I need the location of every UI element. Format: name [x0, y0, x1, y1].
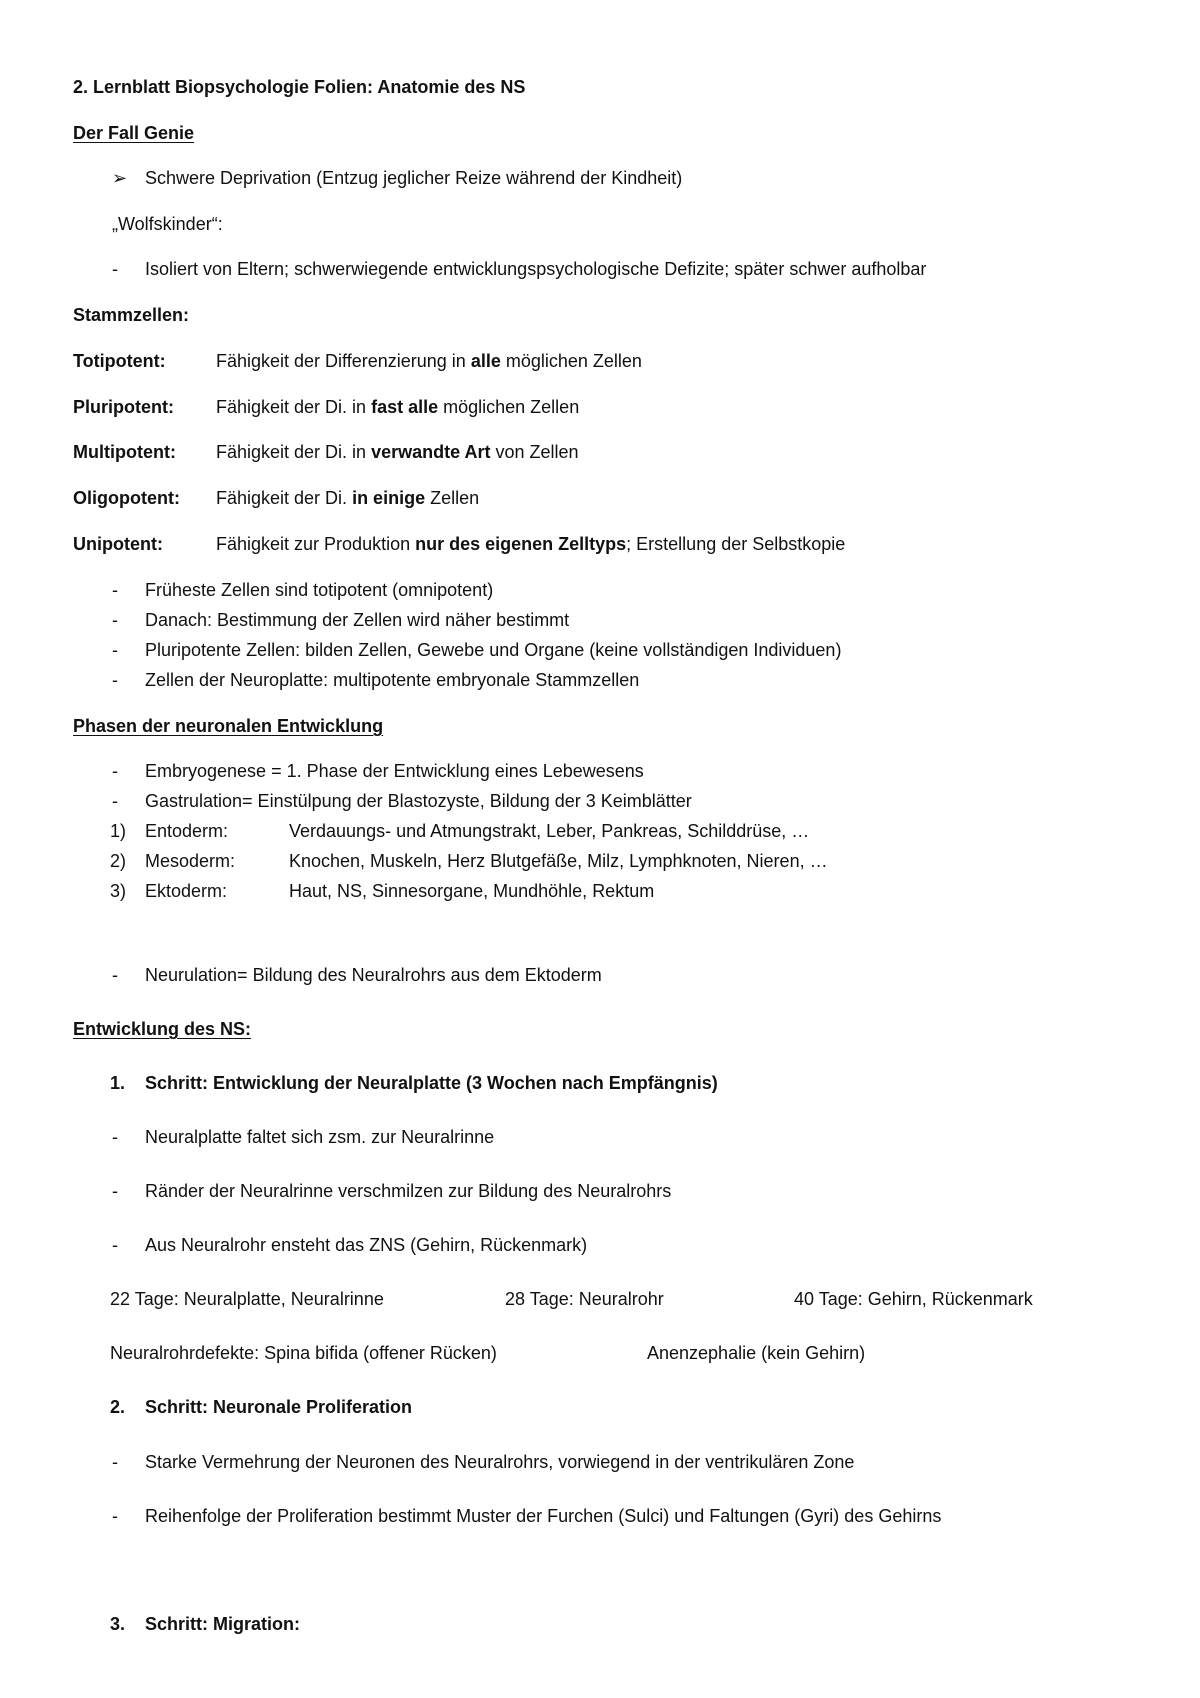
section-heading-phasen: Phasen der neuronalen Entwicklung: [73, 716, 384, 736]
dash-bullet: -: [112, 670, 118, 690]
keimblatt-number: 1): [110, 821, 127, 841]
section-heading-entwicklung: Entwicklung des NS:: [73, 1019, 252, 1039]
keimblatt-name: Ektoderm:: [145, 881, 228, 901]
dash-bullet: -: [112, 610, 118, 630]
term-label: Pluripotent:: [73, 397, 174, 417]
list-item: Reihenfolge der Proliferation bestimmt Muster der Furchen (Sulci) und Faltungen (Gyri) des Gehirns: [145, 1506, 942, 1526]
dash-bullet: -: [112, 640, 118, 660]
term-label: Unipotent:: [73, 534, 163, 554]
keimblatt-description: Knochen, Muskeln, Herz Blutgefäße, Milz, Lymphknoten, Nieren, …: [289, 851, 828, 871]
list-item: Embryogenese = 1. Phase der Entwicklung eines Lebewesens: [145, 761, 644, 781]
list-item: Gastrulation= Einstülpung der Blastozyste, Bildung der 3 Keimblätter: [145, 791, 692, 811]
keimblatt-number: 3): [110, 881, 127, 901]
arrow-bullet-icon: ➢: [112, 168, 128, 188]
list-item: Früheste Zellen sind totipotent (omnipotent): [145, 580, 494, 600]
timeline-day-28: 28 Tage: Neuralrohr: [505, 1289, 664, 1309]
term-label: Totipotent:: [73, 351, 166, 371]
definition-row-totipotent: [73, 350, 642, 372]
keimblatt-number: 2): [110, 851, 127, 871]
section-heading-fall-genie: Der Fall Genie: [73, 123, 195, 143]
definition-text: Fähigkeit der Di.: [216, 488, 353, 508]
wolfskinder-label: „Wolfskinder“:: [112, 214, 223, 234]
definition-row-multipotent: [73, 441, 579, 463]
definition-row-pluripotent: [73, 396, 579, 418]
dash-bullet: -: [112, 580, 118, 600]
definition-text: Fähigkeit der Di. in: [216, 397, 372, 417]
list-item: Ränder der Neuralrinne verschmilzen zur Bildung des Neuralrohrs: [145, 1181, 672, 1201]
definition-text: Fähigkeit zur Produktion: [216, 534, 416, 554]
keimblatt-name: Entoderm:: [145, 821, 229, 841]
dash-bullet: -: [112, 1506, 118, 1526]
definition-emphasis: alle: [470, 351, 501, 371]
anenzephalie-text: Anenzephalie (kein Gehirn): [647, 1343, 866, 1363]
step-title: Schritt: Migration:: [145, 1614, 300, 1634]
dash-bullet: -: [112, 761, 118, 781]
dash-bullet: -: [112, 1452, 118, 1472]
term-label: Multipotent:: [73, 442, 176, 462]
dash-bullet: -: [112, 1127, 118, 1147]
section-heading-stammzellen: Stammzellen:: [73, 305, 190, 325]
definition-emphasis: verwandte Art: [371, 442, 491, 462]
definition-emphasis: fast alle: [371, 397, 439, 417]
list-item: Neurulation= Bildung des Neuralrohrs aus dem Ektoderm: [145, 965, 602, 985]
dash-bullet: -: [112, 1181, 118, 1201]
list-item: Pluripotente Zellen: bilden Zellen, Gewebe und Organe (keine vollständigen Individuen): [145, 640, 842, 660]
definition-row-unipotent: [73, 533, 845, 555]
definition-text: von Zellen: [490, 442, 579, 462]
keimblatt-description: Haut, NS, Sinnesorgane, Mundhöhle, Rektum: [289, 881, 655, 901]
list-item: Aus Neuralrohr ensteht das ZNS (Gehirn, Rückenmark): [145, 1235, 588, 1255]
keimblatt-name: Mesoderm:: [145, 851, 236, 871]
neuralrohrdefekte-text: Neuralrohrdefekte: Spina bifida (offener Rücken): [110, 1343, 497, 1363]
dash-bullet: -: [112, 259, 118, 279]
list-item: Neuralplatte faltet sich zsm. zur Neuralrinne: [145, 1127, 495, 1147]
dash-bullet: -: [112, 965, 118, 985]
dash-bullet: -: [112, 791, 118, 811]
timeline-day-40: 40 Tage: Gehirn, Rückenmark: [794, 1289, 1033, 1309]
definition-emphasis: in einige: [352, 488, 426, 508]
list-item: Starke Vermehrung der Neuronen des Neuralrohrs, vorwiegend in der ventrikulären Zone: [145, 1452, 855, 1472]
step-number: 1.: [110, 1073, 126, 1093]
step-title: Schritt: Entwicklung der Neuralplatte (3 Wochen nach Empfängnis): [145, 1073, 718, 1093]
step-number: 3.: [110, 1614, 126, 1634]
list-item: Danach: Bestimmung der Zellen wird näher bestimmt: [145, 610, 570, 630]
definition-row-oligopotent: [73, 487, 479, 509]
definition-text: Fähigkeit der Differenzierung in: [216, 351, 471, 371]
definition-text: ; Erstellung der Selbstkopie: [626, 534, 846, 554]
definition-emphasis: nur des eigenen Zelltyps: [415, 534, 627, 554]
dash-bullet: -: [112, 1235, 118, 1255]
document-title: 2. Lernblatt Biopsychologie Folien: Anatomie des NS: [73, 77, 526, 97]
isoliert-text: Isoliert von Eltern; schwerwiegende entwicklungspsychologische Defizite; später schwer aufholbar: [145, 259, 927, 279]
keimblatt-description: Verdauungs- und Atmungstrakt, Leber, Pankreas, Schilddrüse, …: [289, 821, 810, 841]
definition-text: Zellen: [425, 488, 480, 508]
term-label: Oligopotent:: [73, 488, 180, 508]
step-number: 2.: [110, 1397, 126, 1417]
timeline-day-22: 22 Tage: Neuralplatte, Neuralrinne: [110, 1289, 384, 1309]
definition-text: möglichen Zellen: [438, 397, 580, 417]
deprivation-text: Schwere Deprivation (Entzug jeglicher Reize während der Kindheit): [145, 168, 683, 188]
definition-text: möglichen Zellen: [500, 351, 642, 371]
definition-text: Fähigkeit der Di. in: [216, 442, 372, 462]
step-title: Schritt: Neuronale Proliferation: [145, 1397, 413, 1417]
list-item: Zellen der Neuroplatte: multipotente embryonale Stammzellen: [145, 670, 640, 690]
